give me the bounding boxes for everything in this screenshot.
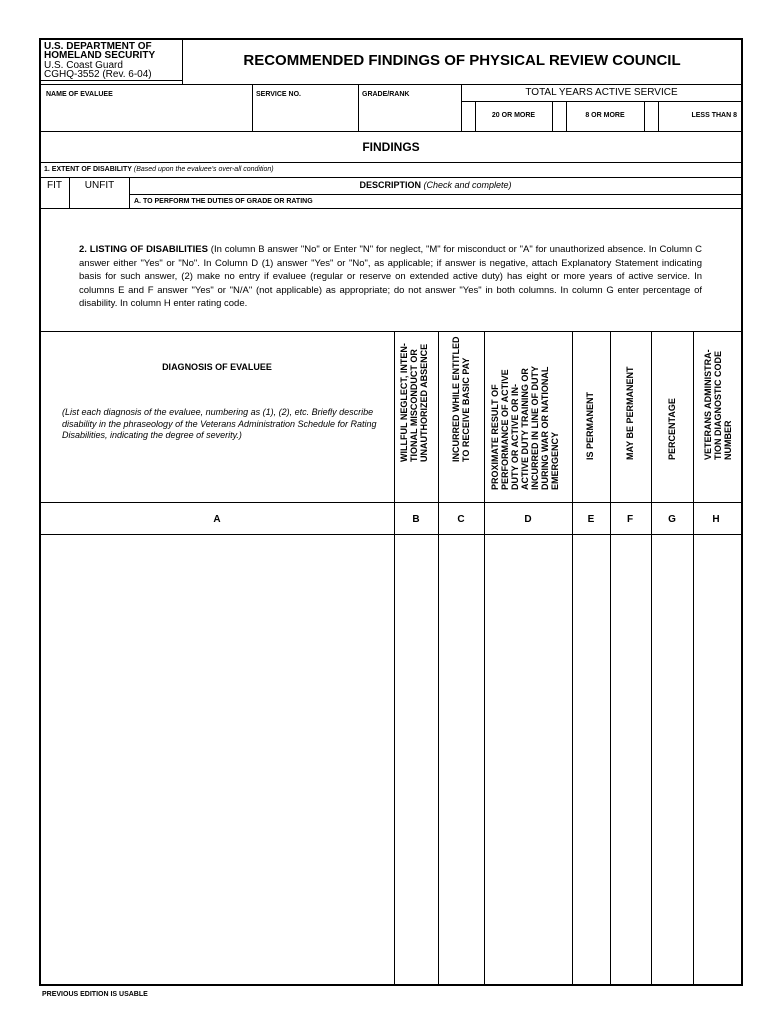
- description-note: (Check and complete): [423, 180, 512, 190]
- service-no-label: SERVICE NO.: [256, 91, 301, 98]
- form-number: CGHQ-3552 (Rev. 6-04): [44, 69, 152, 80]
- column-f-header: MAY BE PERMANENT: [625, 366, 635, 460]
- checkbox-20-or-more[interactable]: [462, 102, 475, 130]
- column-letter-a: A: [213, 514, 221, 525]
- total-years-label: TOTAL YEARS ACTIVE SERVICE: [525, 87, 678, 98]
- column-c-entry-area[interactable]: [439, 536, 484, 983]
- diagnosis-entry-area[interactable]: [41, 536, 394, 983]
- description-label: DESCRIPTION: [359, 180, 421, 190]
- column-g-entry-area[interactable]: [652, 536, 693, 983]
- column-letter-f: F: [626, 514, 634, 525]
- listing-of-disabilities: [79, 243, 702, 311]
- column-h-header: VETERANS ADMINISTRA- TION DIAGNOSTIC CODE NUMBER: [703, 349, 733, 460]
- name-of-evaluee-label: NAME OF EVALUEE: [46, 91, 113, 98]
- column-d-header: PROXIMATE RESULT OF PERFORMANCE OF ACTIVE DUTY OR ACTIVE OR IN- ACTIVE DUTY TRAINING OR INCURRED IN LINE OF DUTY DURING WAR OR NATIONAL EMERGENCY: [490, 365, 560, 490]
- column-g-header: PERCENTAGE: [667, 398, 677, 460]
- diagnosis-instructions: (List each diagnosis of the evaluee, numbering as (1), (2), etc. Briefly describe disability in the phraseology of the Veterans Administration Schedule for Rating Disabilities, indicating the degree of severity.): [62, 407, 377, 440]
- agency-line-2: HOMELAND SECURITY: [44, 50, 156, 61]
- unfit-checkbox[interactable]: [70, 195, 129, 208]
- listing-instructions: (In column B answer "No" or Enter "N" for neglect, "M" for misconduct or "A" for unauthorized absence. In Column C answer either "Yes" or "No". In Column D (1) answer "Yes" or "No", as applicable; if answer is negative, attach Explanatory Statement indicating basis for such answer, (2) make no entry if evaluee (regular or reserve on extended active duty) has eight or more years of active service. In columns E and F answer "Yes" or "N/A" (not applicable) as appropriate; do not answer "Yes" in both columns. In column G enter percentage of disability. In column H enter rating code.: [79, 244, 702, 309]
- years-option-8-or-more: 8 OR MORE: [585, 112, 625, 119]
- checkbox-8-or-more[interactable]: [553, 102, 566, 130]
- findings-heading: FINDINGS: [362, 140, 420, 154]
- column-letter-e: E: [587, 514, 595, 525]
- years-option-20-or-more: 20 OR MORE: [491, 112, 536, 119]
- form-title: RECOMMENDED FINDINGS OF PHYSICAL REVIEW COUNCIL: [243, 52, 681, 69]
- extent-label: 1. EXTENT OF DISABILITY: [44, 166, 132, 173]
- column-h-entry-area[interactable]: [694, 536, 741, 983]
- column-c-header: INCURRED WHILE ENTITLED TO RECEIVE BASIC PAY: [451, 336, 471, 462]
- description-header: [129, 180, 742, 190]
- duties-of-grade-item: A. TO PERFORM THE DUTIES OF GRADE OR RATING: [134, 198, 313, 205]
- column-letter-g: G: [668, 514, 676, 525]
- listing-heading: 2. LISTING OF DISABILITIES: [79, 244, 208, 255]
- column-b-header: WILLFUL NEGLECT, INTEN- TIONAL MISCONDUCT OR UNAUTHORIZED ABSENCE: [399, 343, 429, 462]
- extent-note: (Based upon the evaluee's over-all condition): [133, 166, 274, 173]
- diagnosis-heading: DIAGNOSIS OF EVALUEE: [162, 362, 272, 372]
- column-e-entry-area[interactable]: [573, 536, 610, 983]
- previous-edition-note: PREVIOUS EDITION IS USABLE: [42, 991, 148, 998]
- years-option-less-than-8: LESS THAN 8: [691, 112, 737, 119]
- fit-label: FIT: [47, 180, 62, 191]
- agency-line-1: U.S. DEPARTMENT OF: [44, 41, 152, 52]
- column-d-entry-area[interactable]: [485, 536, 572, 983]
- column-letter-d: D: [524, 514, 532, 525]
- name-of-evaluee-field[interactable]: [40, 102, 252, 130]
- agency-line-3: U.S. Coast Guard: [44, 60, 123, 71]
- checkbox-less-than-8[interactable]: [645, 102, 658, 130]
- column-letter-b: B: [412, 514, 420, 525]
- column-b-entry-area[interactable]: [395, 536, 438, 983]
- column-f-entry-area[interactable]: [611, 536, 651, 983]
- fit-checkbox[interactable]: [40, 195, 69, 208]
- unfit-label: UNFIT: [84, 180, 115, 191]
- extent-of-disability: [44, 166, 274, 173]
- grade-rank-label: GRADE/RANK: [362, 91, 410, 98]
- column-letter-c: C: [457, 514, 465, 525]
- column-e-header: IS PERMANENT: [585, 391, 595, 460]
- column-letter-h: H: [712, 514, 720, 525]
- service-no-field[interactable]: [253, 102, 358, 130]
- grade-rank-field[interactable]: [359, 102, 461, 130]
